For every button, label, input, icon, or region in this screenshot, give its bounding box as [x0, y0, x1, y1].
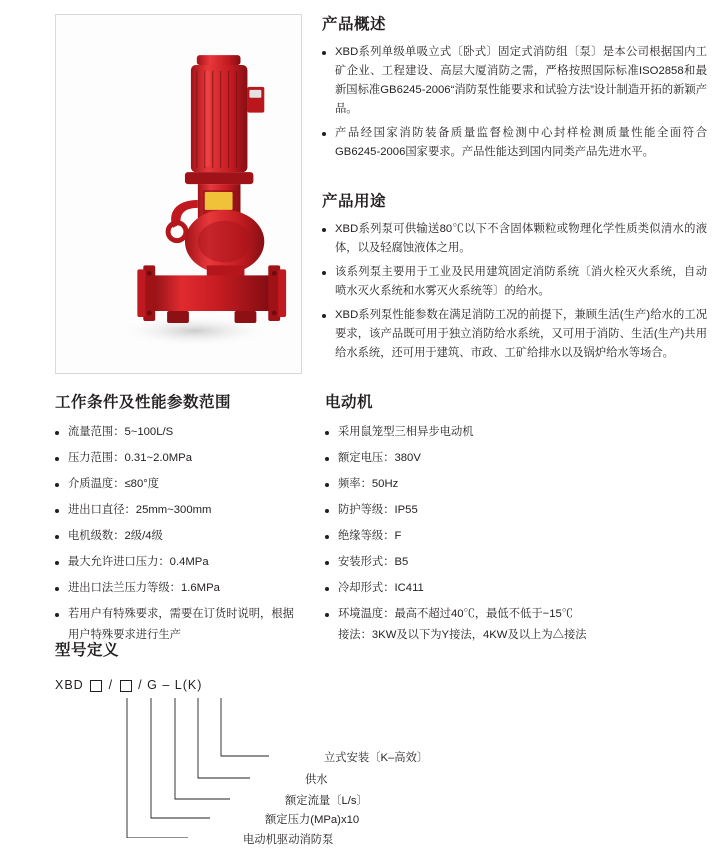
- list-item: XBD系列单级单吸立式〔卧式〕固定式消防组〔泵〕是本公司根据国内工矿企业、工程建设、高层大厦消防之需，严格按照国际标准ISO2858和最新国标准GB6245-2006“消防泵性能要求和试验方法”设计制造开拓的新颖产品。: [322, 43, 707, 119]
- product-overview-list: [322, 43, 707, 162]
- list-item-subtext: 用户特殊要求进行生产: [68, 629, 181, 641]
- working-conditions-list: [55, 424, 325, 644]
- list-item-subtext: 接法：3KW及以下为Y接法，4KW及以上为△接法: [338, 629, 587, 641]
- top-text-column: [322, 8, 707, 374]
- product-usage-list: [322, 220, 707, 363]
- list-item: 防护等级：IP55: [325, 502, 655, 519]
- legend-item-mounting: 立式安装〔K–高效〕: [324, 752, 429, 764]
- list-item: 电机级数：2级/4级: [55, 528, 325, 545]
- list-item: 安装形式：B5: [325, 554, 655, 571]
- list-item: 介质温度：≤80°度: [55, 476, 325, 493]
- list-item: 频率：50Hz: [325, 476, 655, 493]
- list-item: 最大允许进口压力：0.4MPa: [55, 554, 325, 571]
- code-separator-1: /: [108, 678, 114, 692]
- code-suffix: L(K): [174, 678, 203, 692]
- legend-item-motor-driven-pump: 电动机驱动消防泵: [243, 834, 334, 846]
- code-separator-2: /: [138, 678, 143, 692]
- code-dash: –: [162, 678, 171, 692]
- motor-list: [325, 424, 655, 644]
- fire-pump-illustration: [56, 15, 301, 373]
- model-definition-title: 型号定义: [55, 642, 120, 659]
- model-code-diagram: [55, 678, 670, 846]
- product-overview-title: 产品概述: [322, 16, 387, 33]
- specs-section: [0, 390, 725, 653]
- working-conditions-title: 工作条件及性能参数范围: [55, 394, 232, 411]
- model-definition-section: [55, 638, 670, 846]
- list-item: 流量范围：5~100L/S: [55, 424, 325, 441]
- list-item: 该系列泵主要用于工业及民用建筑固定消防系统〔消火栓灭火系统，自动喷水灭火系统和水雾灭火系统等〕的给水。: [322, 263, 707, 301]
- list-item: 压力范围：0.31~2.0MPa: [55, 450, 325, 467]
- list-item: 冷却形式：IC411: [325, 580, 655, 597]
- list-item: XBD系列泵性能参数在满足消防工况的前提下，兼顾生活(生产)给水的工况要求，该产品既可用于独立消防给水系统，又可用于消防、生活(生产)共用给水系统，还可用于建筑、市政、工矿给排水以及锅炉给水等场合。: [322, 306, 707, 363]
- legend-item-rated-pressure: 额定压力(MPa)x10: [265, 814, 360, 826]
- list-item: 进出口直径：25mm~300mm: [55, 502, 325, 519]
- code-prefix: XBD: [55, 678, 84, 692]
- list-item: XBD系列泵可供输送80℃以下不含固体颗粒或物理化学性质类似清水的液体，以及轻腐蚀液体之用。: [322, 220, 707, 258]
- list-item-text: 若用户有特殊要求，需要在订货时说明，根据: [68, 608, 294, 620]
- code-letter-g: G: [147, 678, 158, 692]
- list-item-text: 环境温度：最高不超过40℃，最低不低于−15℃: [338, 608, 574, 620]
- top-section: [0, 0, 725, 374]
- legend-item-rated-flow: 额定流量〔L/s〕: [285, 795, 368, 807]
- motor-title: 电动机: [325, 394, 374, 411]
- product-image-frame: [55, 14, 302, 374]
- list-item: 产品经国家消防装备质量监督检测中心封样检测质量性能全面符合GB6245-2006国家要求。产品性能达到国内同类产品先进水平。: [322, 124, 707, 162]
- legend-item-water-supply: 供水: [305, 774, 328, 786]
- list-item: 绝缘等级：F: [325, 528, 655, 545]
- working-conditions-column: [55, 390, 325, 653]
- product-usage-title: 产品用途: [322, 193, 387, 210]
- list-item: 采用鼠笼型三相异步电动机: [325, 424, 655, 441]
- list-item: 额定电压：380V: [325, 450, 655, 467]
- list-item: 进出口法兰压力等级：1.6MPa: [55, 580, 325, 597]
- pump-drawing-icon: [56, 15, 301, 373]
- motor-column: [325, 390, 655, 653]
